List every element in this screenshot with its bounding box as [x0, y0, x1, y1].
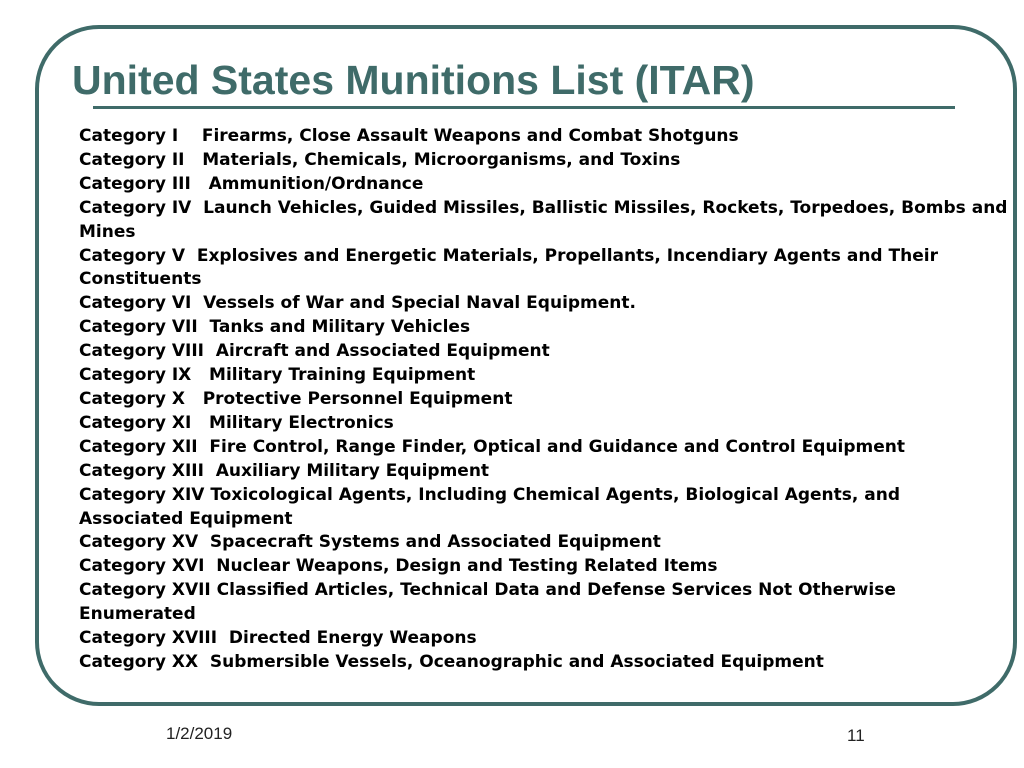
page-number: 11: [847, 726, 865, 745]
slide-title: United States Munitions List (ITAR): [72, 57, 755, 103]
category-item: Category XIII Auxiliary Military Equipment: [79, 460, 490, 481]
title-underline: [93, 106, 955, 109]
category-item: Category II Materials, Chemicals, Microorganisms, and Toxins: [79, 149, 681, 170]
category-list: [79, 125, 1014, 675]
category-item: Category III Ammunition/Ordnance: [79, 173, 424, 194]
category-item: Category I Firearms, Close Assault Weapons and Combat Shotguns: [79, 126, 739, 146]
category-item: Category VI Vessels of War and Special Naval Equipment.: [79, 293, 636, 314]
category-item: Category XII Fire Control, Range Finder, Optical and Guidance and Control Equipment: [79, 436, 906, 457]
category-item: Category VIII Aircraft and Associated Equipment: [79, 341, 550, 362]
category-item: Category XV Spacecraft Systems and Associated Equipment: [79, 532, 661, 553]
category-item: Category X Protective Personnel Equipment: [79, 388, 513, 409]
category-item: Category IX Military Training Equipment: [79, 365, 476, 386]
category-item: Category XI Military Electronics: [79, 412, 394, 433]
category-item: Category XVI Nuclear Weapons, Design and Testing Related Items: [79, 556, 718, 577]
category-item: Category VII Tanks and Military Vehicles: [79, 317, 471, 338]
category-item: Category V Explosives and Energetic Materials, Propellants, Incendiary Agents and Their Constituents: [79, 245, 944, 290]
category-item: Category XVII Classified Articles, Technical Data and Defense Services Not Otherwise Enumerated: [79, 580, 902, 625]
category-item: Category XX Submersible Vessels, Oceanographic and Associated Equipment: [79, 651, 824, 672]
footer-date: 1/2/2019: [166, 724, 233, 743]
category-item: Category XIV Toxicological Agents, Including Chemical Agents, Biological Agents, and Associated Equipment: [79, 484, 906, 529]
category-item: Category IV Launch Vehicles, Guided Missiles, Ballistic Missiles, Rockets, Torpedoes, Bombs and Mines: [79, 197, 1014, 242]
category-item: Category XVIII Directed Energy Weapons: [79, 628, 477, 649]
